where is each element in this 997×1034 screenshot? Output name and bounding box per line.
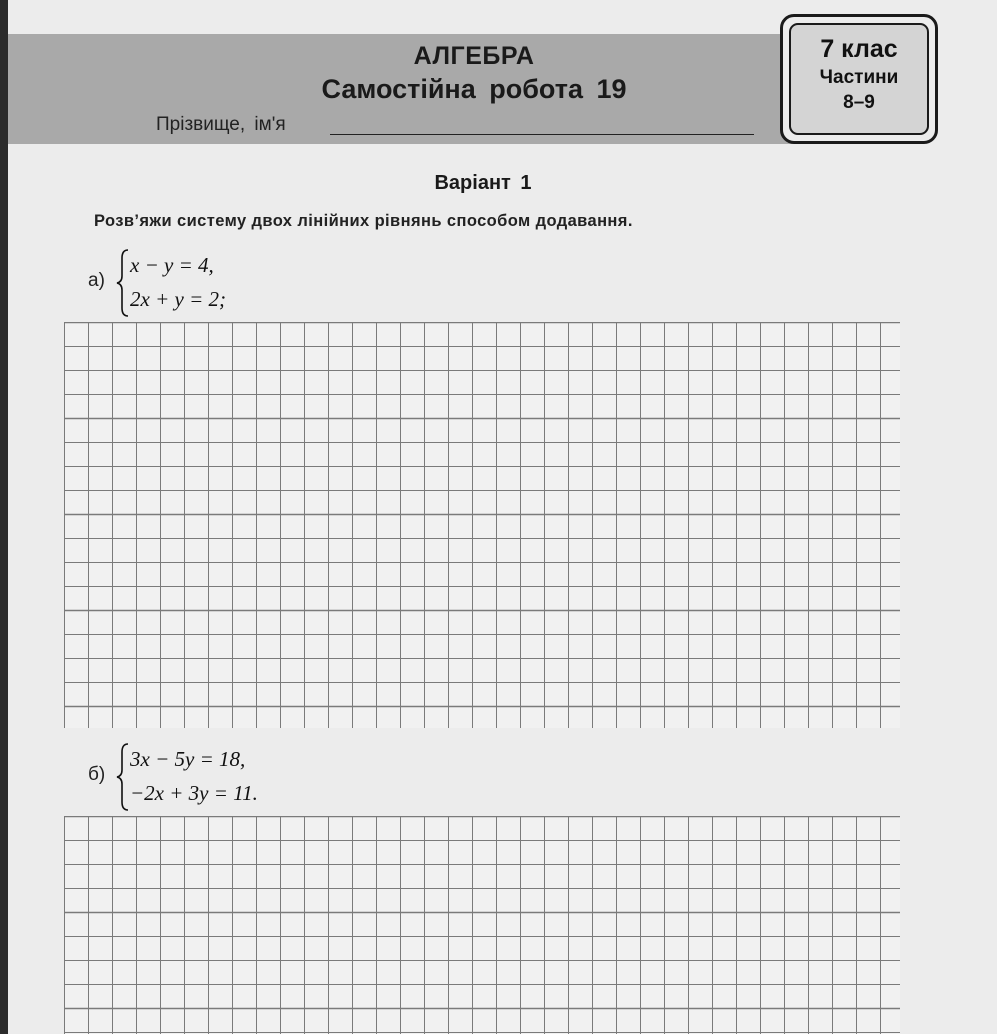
task-b-equations [130,742,258,810]
task-b-equation-2: −2x + 3y = 11. [130,781,258,805]
variant-title: Варіант 1 [434,172,532,194]
task-a-equations [130,248,226,316]
task-b-label: б) [88,764,106,785]
badge-parts-range: 8–9 [843,92,875,113]
grade-badge [780,14,938,144]
task-b [88,742,388,814]
badge-grade: 7 клас [820,35,898,63]
task-b-equation-1: 3x − 5y = 18, [130,747,246,771]
task-a [88,248,388,320]
answer-grid-b[interactable] [64,816,900,1034]
answer-grid-a[interactable] [64,322,900,728]
task-a-equation-2: 2x + y = 2; [130,287,226,311]
name-input-line[interactable] [330,134,754,135]
task-a-equation-1: x − y = 4, [130,253,214,277]
grade-badge-inner [789,23,929,135]
subject-title: АЛГЕБРА [413,42,535,70]
task-a-label: а) [88,270,105,291]
badge-parts-label: Частини [819,67,899,88]
worksheet-page [8,0,997,1034]
brace-icon [116,742,130,812]
task-instruction: Розв’яжи систему двох лінійних рівнянь способом додавання. [94,212,633,230]
name-label: Прізвище, ім'я [156,114,286,135]
brace-icon [116,248,130,318]
work-title: Самостійна робота 19 [321,74,627,104]
